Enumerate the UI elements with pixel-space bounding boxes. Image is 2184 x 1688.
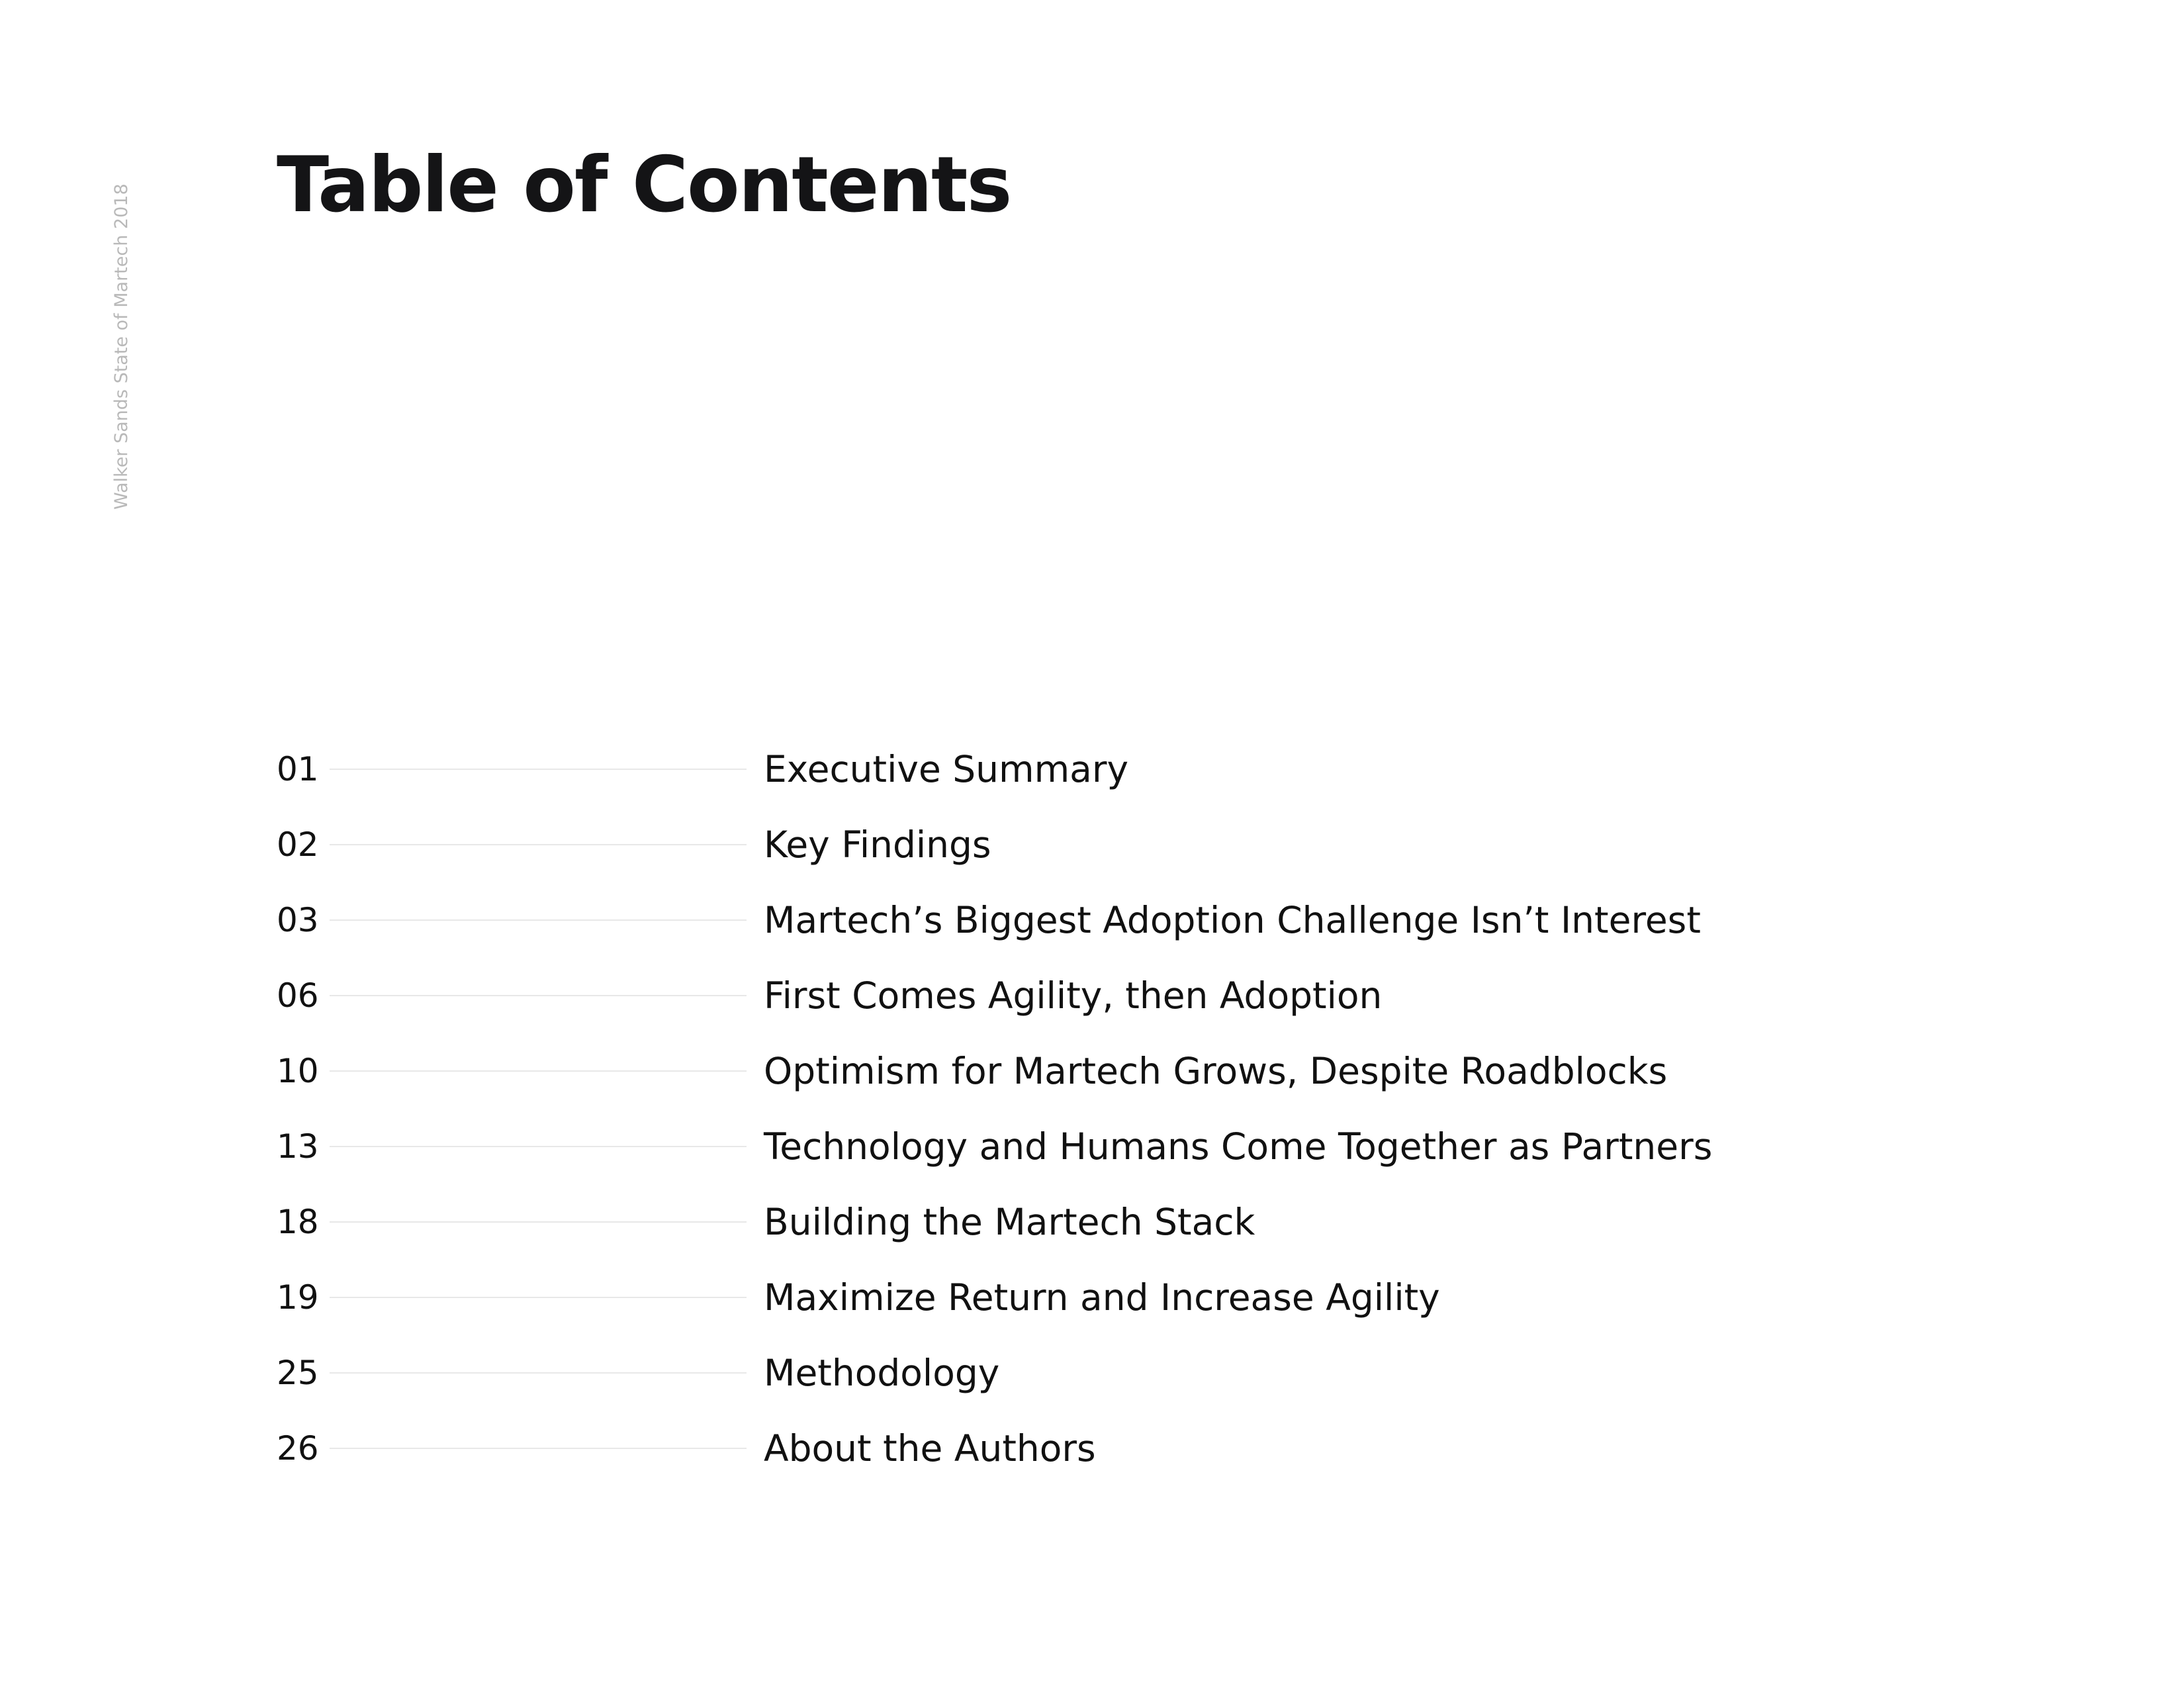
toc-leader-line xyxy=(330,1372,747,1374)
toc-page-number: 18 xyxy=(277,1203,319,1241)
toc-page-number: 01 xyxy=(277,750,319,788)
toc-entry-title: Key Findings xyxy=(764,823,991,866)
side-running-header: Walker Sands State of Martech 2018 xyxy=(111,183,132,510)
toc-leader-line xyxy=(330,1448,747,1449)
toc-page-number: 26 xyxy=(277,1429,319,1468)
toc-leader-line xyxy=(330,844,747,845)
toc-page-number: 10 xyxy=(277,1052,319,1090)
toc-entry-title: Maximize Return and Increase Agility xyxy=(764,1276,1440,1319)
toc-page-number: 02 xyxy=(277,825,319,864)
toc-entry xyxy=(277,1260,1865,1335)
toc-page-number: 19 xyxy=(277,1278,319,1317)
toc-leader-line xyxy=(330,1146,747,1147)
toc-leader-line xyxy=(330,995,747,996)
toc-entry-title: Optimism for Martech Grows, Despite Roadblocks xyxy=(764,1050,1668,1092)
toc-entry xyxy=(277,958,1865,1033)
toc-entry xyxy=(277,807,1865,882)
toc-entry xyxy=(277,882,1865,958)
toc-leader-line xyxy=(330,1221,747,1223)
toc-page-number: 13 xyxy=(277,1127,319,1166)
toc-page-number: 03 xyxy=(277,901,319,939)
toc-leader-line xyxy=(330,1297,747,1298)
toc-page-number: 06 xyxy=(277,976,319,1015)
toc-page-number: 25 xyxy=(277,1354,319,1392)
toc-entry-title: Technology and Humans Come Together as Partners xyxy=(764,1125,1713,1168)
toc-entry xyxy=(277,1109,1865,1184)
table-of-contents xyxy=(277,731,1865,1486)
toc-entry-title: Executive Summary xyxy=(764,748,1129,790)
toc-entry xyxy=(277,1184,1865,1260)
toc-entry-title: Martech’s Biggest Adoption Challenge Isn’t Interest xyxy=(764,899,1701,941)
toc-entry xyxy=(277,1033,1865,1109)
toc-entry-title: Building the Martech Stack xyxy=(764,1201,1255,1243)
page-title: Table of Contents xyxy=(277,140,1011,230)
toc-entry xyxy=(277,1335,1865,1411)
toc-entry xyxy=(277,731,1865,807)
toc-leader-line xyxy=(330,919,747,921)
toc-entry xyxy=(277,1411,1865,1486)
toc-leader-line xyxy=(330,769,747,770)
toc-entry-title: About the Authors xyxy=(764,1427,1096,1470)
toc-entry-title: Methodology xyxy=(764,1352,1000,1394)
toc-entry-title: First Comes Agility, then Adoption xyxy=(764,974,1383,1017)
toc-leader-line xyxy=(330,1070,747,1072)
